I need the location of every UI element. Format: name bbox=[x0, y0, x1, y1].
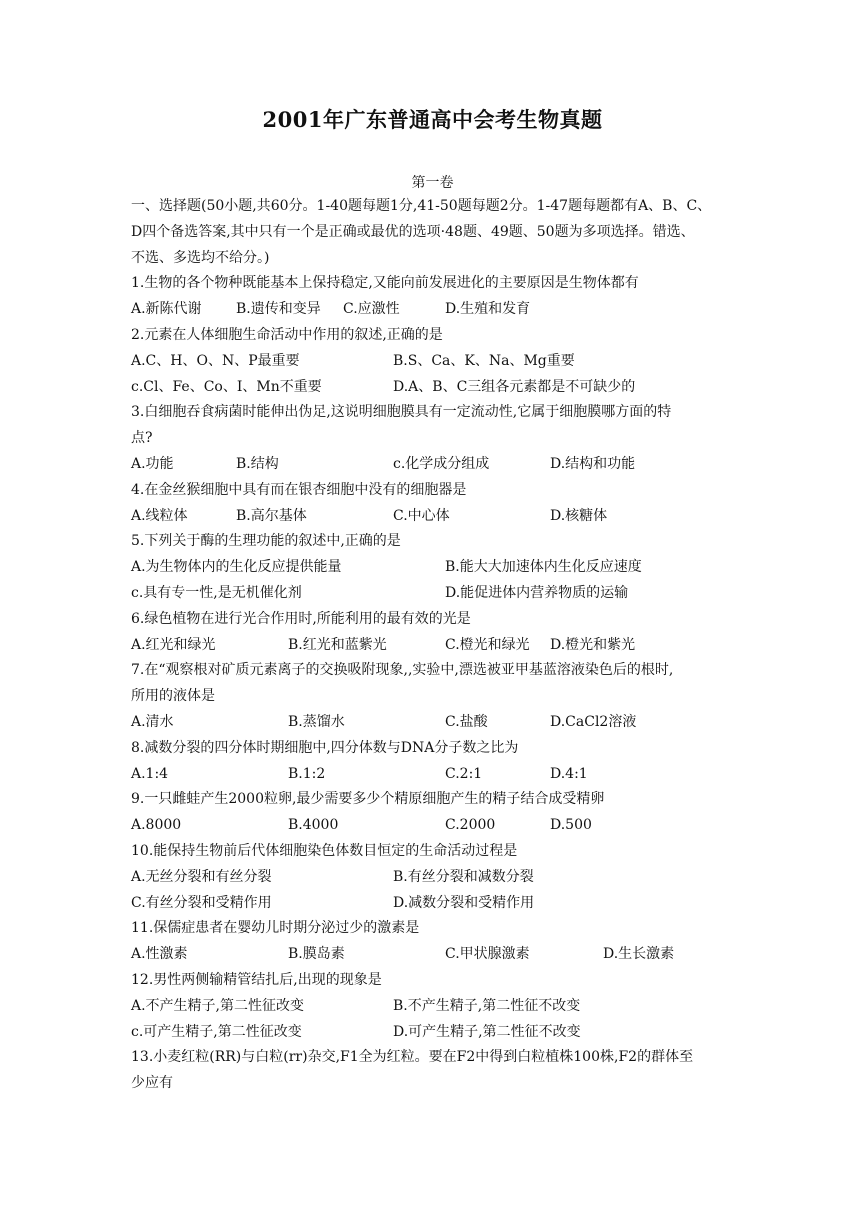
option-c: c.Cl、Fe、Co、I、Mn不重要 bbox=[131, 378, 322, 395]
options-row bbox=[131, 375, 743, 401]
options-row bbox=[131, 633, 743, 659]
options-row bbox=[131, 1020, 743, 1046]
option-d: D.CaCl2溶液 bbox=[550, 713, 637, 730]
option-c: C.2000 bbox=[445, 817, 496, 834]
question-stem: 2.元素在人体细胞生命活动中作用的叙述,正确的是 bbox=[131, 326, 443, 343]
page-title: 2001年广东普通高中会考生物真题 bbox=[262, 107, 603, 132]
option-a: A.1:4 bbox=[131, 765, 169, 782]
option-b: B.结构 bbox=[236, 455, 279, 472]
option-d: D.结构和功能 bbox=[550, 455, 636, 472]
option-b: B.膜岛素 bbox=[288, 946, 345, 963]
option-c: C.盐酸 bbox=[445, 713, 488, 730]
option-d: D.减数分裂和受精作用 bbox=[393, 894, 535, 911]
option-a: A.8000 bbox=[131, 817, 182, 834]
option-a: A.C、H、O、N、P最重要 bbox=[131, 352, 300, 369]
option-a: A.线粒体 bbox=[131, 507, 188, 524]
question-stem: 4.在金丝猴细胞中具有而在银杏细胞中没有的细胞器是 bbox=[131, 481, 467, 498]
option-a: A.清水 bbox=[131, 713, 174, 730]
option-b: B.高尔基体 bbox=[236, 507, 307, 524]
exam-body bbox=[131, 194, 743, 1097]
question-stem: 点? bbox=[131, 430, 153, 447]
option-d: D.生殖和发育 bbox=[445, 301, 531, 318]
option-b: B.不产生精子,第二性征不改变 bbox=[393, 997, 581, 1014]
option-a: A.无丝分裂和有丝分裂 bbox=[131, 868, 272, 885]
option-b: B.能大大加速体内生化反应速度 bbox=[445, 559, 642, 576]
option-a: A.功能 bbox=[131, 455, 174, 472]
option-c: C.2:1 bbox=[445, 765, 483, 782]
option-a: A.新陈代谢 bbox=[131, 301, 202, 318]
section-intro-line: 不选、多选均不给分。) bbox=[131, 249, 270, 266]
option-b: B.有丝分裂和减数分裂 bbox=[393, 868, 534, 885]
question-stem: 5.下列关于酶的生理功能的叙述中,正确的是 bbox=[131, 533, 401, 550]
options-row bbox=[131, 297, 743, 323]
option-b: B.蒸馏水 bbox=[288, 713, 345, 730]
question-stem: 11.保儒症患者在婴幼儿时期分泌过少的激素是 bbox=[131, 920, 420, 937]
options-row bbox=[131, 865, 743, 891]
option-a: A.为生物体内的生化反应提供能量 bbox=[131, 559, 342, 576]
option-c: C.应激性 bbox=[343, 301, 400, 318]
question-stem: 1.生物的各个物种既能基本上保持稳定,又能向前发展进化的主要原因是生物体都有 bbox=[131, 275, 639, 292]
question-stem: 8.减数分裂的四分体时期细胞中,四分体数与DNA分子数之比为 bbox=[131, 739, 519, 756]
option-c: c.化学成分组成 bbox=[393, 455, 490, 472]
option-a: A.性激素 bbox=[131, 946, 188, 963]
option-b: B.4000 bbox=[288, 817, 339, 834]
volume-heading: 第一卷 bbox=[411, 175, 454, 191]
options-row bbox=[131, 555, 743, 581]
option-d: D.橙光和紫光 bbox=[550, 636, 636, 653]
option-d: D.A、B、C三组各元素都是不可缺少的 bbox=[393, 378, 636, 395]
section-intro-line: 一、选择题(50小题,共60分。1-40题每题1分,41-50题每题2分。1-47题每题都有A、B、C、 bbox=[131, 198, 712, 214]
option-a: A.红光和绿光 bbox=[131, 636, 216, 653]
option-b: B.S、Ca、K、Na、Mg重要 bbox=[393, 352, 575, 369]
options-row bbox=[131, 349, 743, 375]
option-d: D.能促进体内营养物质的运输 bbox=[445, 584, 629, 601]
options-row bbox=[131, 581, 743, 607]
question-stem: 10.能保持生物前后代体细胞染色体数目恒定的生命活动过程是 bbox=[131, 842, 518, 859]
options-row bbox=[131, 891, 743, 917]
option-c: C.有丝分裂和受精作用 bbox=[131, 894, 272, 911]
question-stem: 所用的液体是 bbox=[131, 688, 215, 705]
option-b: B.红光和蓝紫光 bbox=[288, 636, 387, 653]
section-intro-line: D四个备选答案,其中只有一个是正确或最优的选项·48题、49题、50题为多项选择。错选、 bbox=[131, 223, 695, 240]
options-row bbox=[131, 813, 743, 839]
options-row bbox=[131, 942, 743, 968]
option-a: A.不产生精子,第二性征改变 bbox=[131, 997, 305, 1014]
question-stem: 6.绿色植物在进行光合作用时,所能利用的最有效的光是 bbox=[131, 610, 471, 627]
option-d: D.500 bbox=[550, 817, 592, 834]
option-d: D.可产生精子,第二性征不改变 bbox=[393, 1023, 581, 1040]
question-stem: 3.白细胞吞食病菌时能伸出伪足,这说明细胞膜具有一定流动性,它属于细胞膜哪方面的特 bbox=[131, 404, 672, 421]
question-stem: 13.小麦红粒(RR)与白粒(rr)杂交,F1全为红粒。要在F2中得到白粒植株100株,F2的群体至 bbox=[131, 1049, 694, 1066]
option-d: D.核糖体 bbox=[550, 507, 608, 524]
options-row bbox=[131, 452, 743, 478]
option-c: c.具有专一性,是无机催化剂 bbox=[131, 584, 302, 601]
options-row bbox=[131, 994, 743, 1020]
option-c: C.中心体 bbox=[393, 507, 450, 524]
question-stem: 12.男性两侧输精管结扎后,出现的现象是 bbox=[131, 971, 382, 988]
option-c: c.可产生精子,第二性征改变 bbox=[131, 1023, 302, 1040]
option-c: C.橙光和绿光 bbox=[445, 636, 530, 653]
options-row bbox=[131, 710, 743, 736]
option-b: B.遗传和变异 bbox=[236, 301, 321, 318]
option-c: C.甲状腺激素 bbox=[445, 946, 530, 963]
option-d: D.生长激素 bbox=[603, 946, 675, 963]
option-b: B.1:2 bbox=[288, 765, 326, 782]
options-row bbox=[131, 504, 743, 530]
option-d: D.4:1 bbox=[550, 765, 588, 782]
question-stem: 9.一只雌蛙产生2000粒卵,最少需要多少个精原细胞产生的精子结合成受精卵 bbox=[131, 791, 605, 808]
question-stem: 7.在“观察根对矿质元素离子的交换吸附现象,,实验中,漂选被亚甲基蓝溶液染色后的根时, bbox=[131, 662, 674, 679]
question-stem: 少应有 bbox=[131, 1075, 173, 1092]
options-row bbox=[131, 762, 743, 788]
